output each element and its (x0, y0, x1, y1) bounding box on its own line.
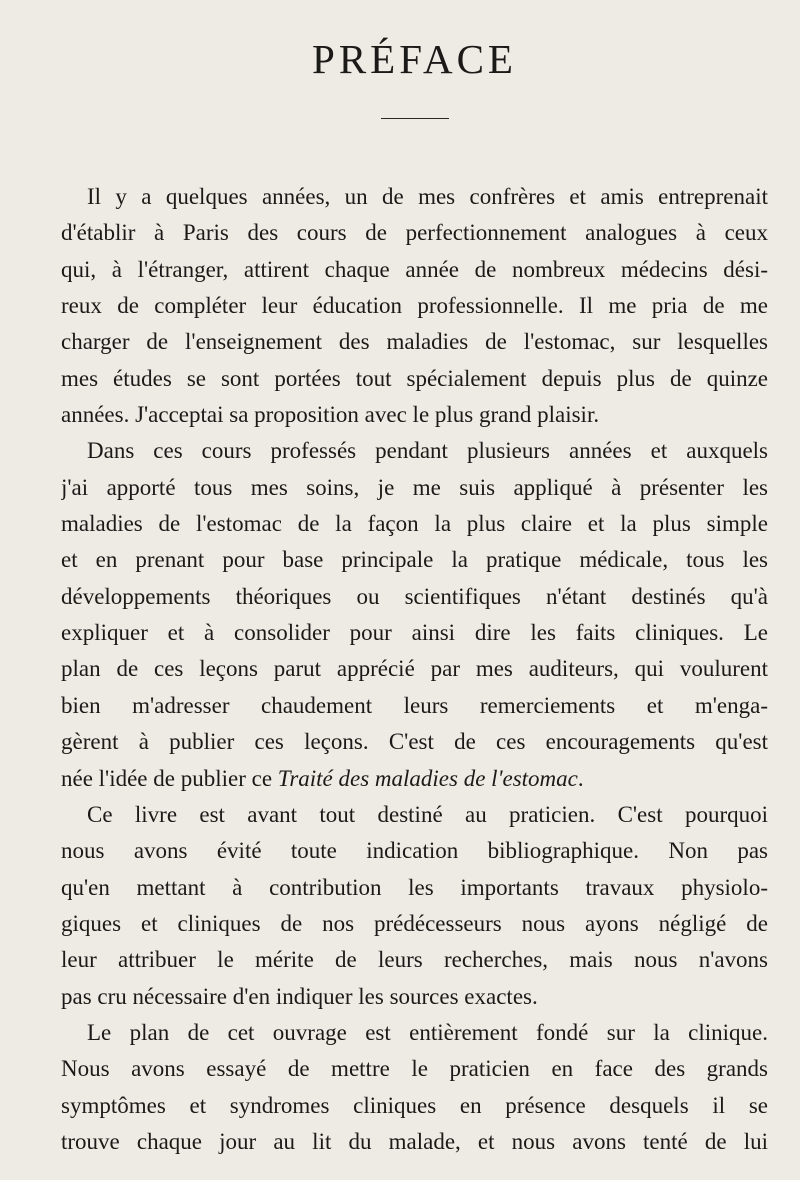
text-line: mes études se sont portées tout spécialement depuis plus de quinze (61, 365, 768, 391)
text-line: d'établir à Paris des cours de perfectionnement analogues à ceux (61, 220, 768, 246)
text-line: Le plan de cet ouvrage est entièrement fondé sur la clinique. (87, 1019, 768, 1045)
text-line: reux de compléter leur éducation professionnelle. Il me pria de me (61, 293, 768, 319)
text-line: j'ai apporté tous mes soins, je me suis appliqué à présenter les (61, 474, 768, 500)
text-line: Il y a quelques années, un de mes confrères et amis entreprenait (87, 184, 768, 209)
text-line: qui, à l'étranger, attirent chaque année de nombreux médecins dési- (61, 256, 768, 282)
text-line: pas cru nécessaire d'en indiquer les sources exactes. (61, 983, 538, 1009)
paragraph-3 (61, 797, 768, 1015)
title-rule (381, 118, 449, 119)
text-line: maladies de l'estomac de la façon la plus claire et la plus simple (61, 511, 768, 537)
page-title: PRÉFACE (312, 36, 517, 82)
text-line: développements théoriques ou scientifiques n'étant destinés qu'à (61, 583, 768, 609)
text-fragment: . (577, 765, 584, 791)
text-line: Ce livre est avant tout destiné au praticien. C'est pourquoi (87, 801, 768, 827)
text-line: symptômes et syndromes cliniques en présence desquels il se (61, 1092, 768, 1118)
text-line: et en prenant pour base principale la pratique médicale, tous les (61, 547, 768, 573)
text-line (61, 761, 768, 797)
paragraph-2 (61, 433, 768, 796)
paragraph-4 (61, 1015, 768, 1160)
text-line: trouve chaque jour au lit du malade, et nous avons tenté de lui (61, 1128, 768, 1154)
text-line: giques et cliniques de nos prédécesseurs nous ayons négligé de (61, 910, 768, 936)
text-line: plan de ces leçons parut apprécié par mes auditeurs, qui voulurent (61, 656, 768, 682)
text-line: Nous avons essayé de mettre le praticien en face des grands (61, 1056, 768, 1082)
text-line: gèrent à publier ces leçons. C'est de ces encouragements qu'est (61, 729, 768, 755)
book-title-italic: Traité des maladies de l'estomac (277, 765, 578, 791)
text-line: expliquer et à consolider pour ainsi dire les faits cliniques. Le (61, 620, 768, 646)
paragraph-1 (61, 179, 768, 433)
text-body (61, 179, 768, 1160)
text-line: nous avons évité toute indication bibliographique. Non pas (61, 838, 768, 864)
text-line: Dans ces cours professés pendant plusieurs années et auxquels (87, 438, 768, 464)
text-line: leur attribuer le mérite de leurs recherches, mais nous n'avons (61, 947, 768, 973)
text-line: années. J'acceptai sa proposition avec le plus grand plaisir. (61, 402, 600, 428)
text-line: bien m'adresser chaudement leurs remerciements et m'enga- (61, 692, 768, 718)
text-fragment: née l'idée de publier ce (61, 765, 278, 791)
text-line: qu'en mettant à contribution les importants travaux physiolo- (61, 874, 768, 900)
text-line: charger de l'enseignement des maladies de l'estomac, sur lesquelles (61, 329, 768, 355)
